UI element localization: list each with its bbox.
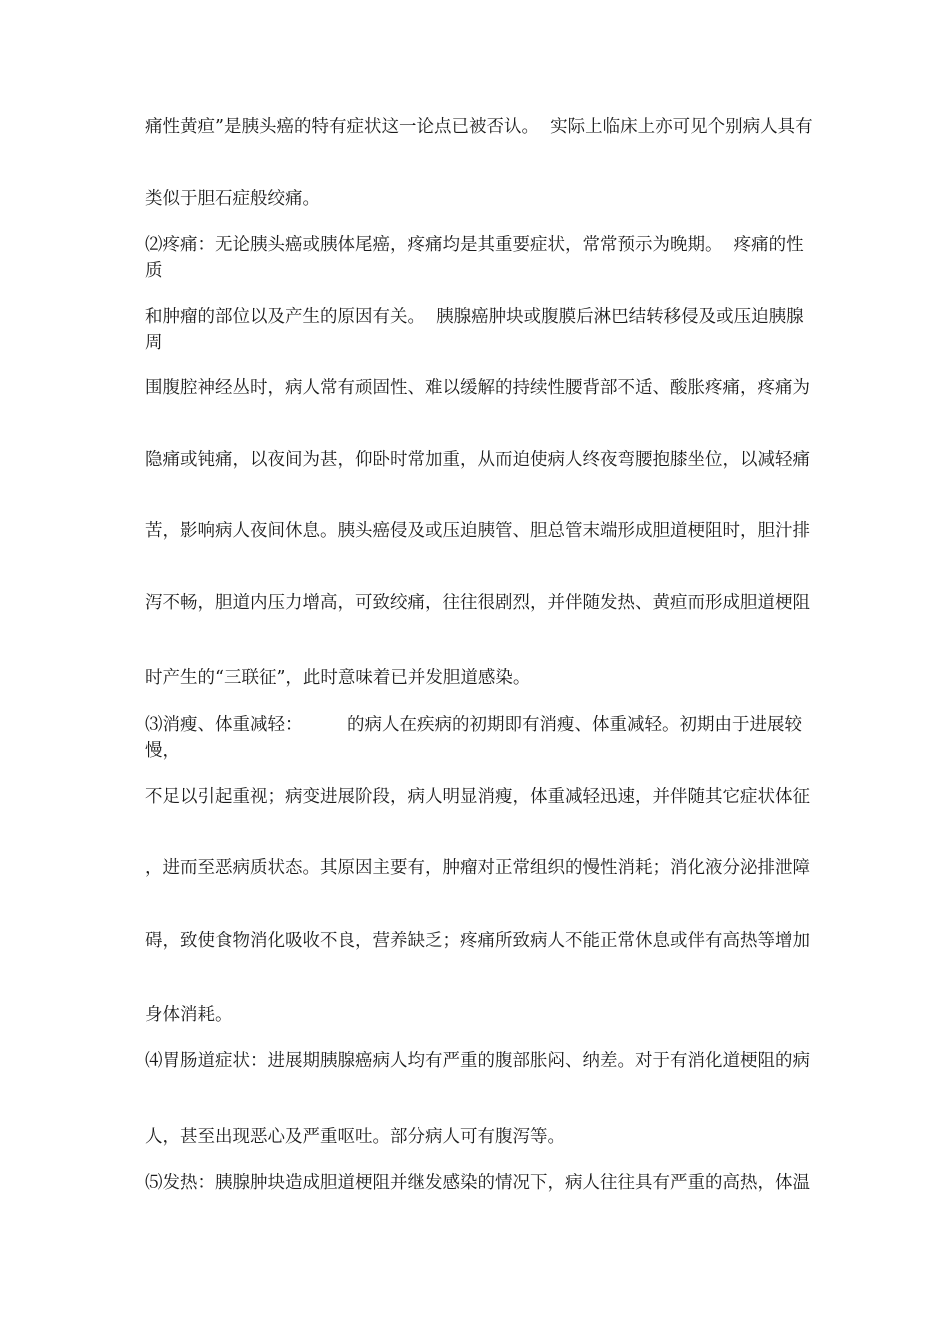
paragraph-2: 类似于胆石症般绞痛。 <box>145 189 320 209</box>
paragraph-10: ⑶消瘦、体重减轻： 的病人在疾病的初期即有消瘦、体重减轻。初期由于进展较慢， <box>145 715 802 761</box>
paragraph-4: 和肿瘤的部位以及产生的原因有关。 胰腺癌肿块或腹膜后淋巴结转移侵及或压迫胰腺周 <box>145 307 804 353</box>
paragraph-15: ⑷胃肠道症状：进展期胰腺癌病人均有严重的腹部胀闷、纳差。对于有消化道梗阻的病 <box>145 1051 810 1071</box>
paragraph-8: 泻不畅，胆道内压力增高，可致绞痛，往往很剧烈，并伴随发热、黄疸而形成胆道梗阻 <box>145 593 810 613</box>
paragraph-17: ⑸发热：胰腺肿块造成胆道梗阻并继发感染的情况下，病人往往具有严重的高热，体温 <box>145 1173 810 1193</box>
paragraph-6: 隐痛或钝痛，以夜间为甚，仰卧时常加重，从而迫使病人终夜弯腰抱膝坐位，以减轻痛 <box>145 450 810 470</box>
paragraph-13: 碍，致使食物消化吸收不良，营养缺乏；疼痛所致病人不能正常休息或伴有高热等增加 <box>145 931 810 951</box>
paragraph-5: 围腹腔神经丛时，病人常有顽固性、难以缓解的持续性腰背部不适、酸胀疼痛，疼痛为 <box>145 378 810 398</box>
paragraph-14: 身体消耗。 <box>145 1005 233 1025</box>
paragraph-3: ⑵疼痛：无论胰头癌或胰体尾癌，疼痛均是其重要症状，常常预示为晚期。 疼痛的性质 <box>145 235 804 281</box>
paragraph-12: ，进而至恶病质状态。其原因主要有，肿瘤对正常组织的慢性消耗；消化液分泌排泄障 <box>145 858 810 878</box>
paragraph-16: 人，甚至出现恶心及严重呕吐。部分病人可有腹泻等。 <box>145 1127 565 1147</box>
paragraph-11: 不足以引起重视；病变进展阶段，病人明显消瘦，体重减轻迅速，并伴随其它症状体征 <box>145 787 810 807</box>
paragraph-1: 痛性黄疸”是胰头癌的特有症状这一论点已被否认。 实际上临床上亦可见个别病人具有 <box>145 117 813 137</box>
paragraph-7: 苦，影响病人夜间休息。胰头癌侵及或压迫胰管、胆总管末端形成胆道梗阻时，胆汁排 <box>145 521 810 541</box>
paragraph-9: 时产生的“三联征”，此时意味着已并发胆道感染。 <box>145 668 531 688</box>
